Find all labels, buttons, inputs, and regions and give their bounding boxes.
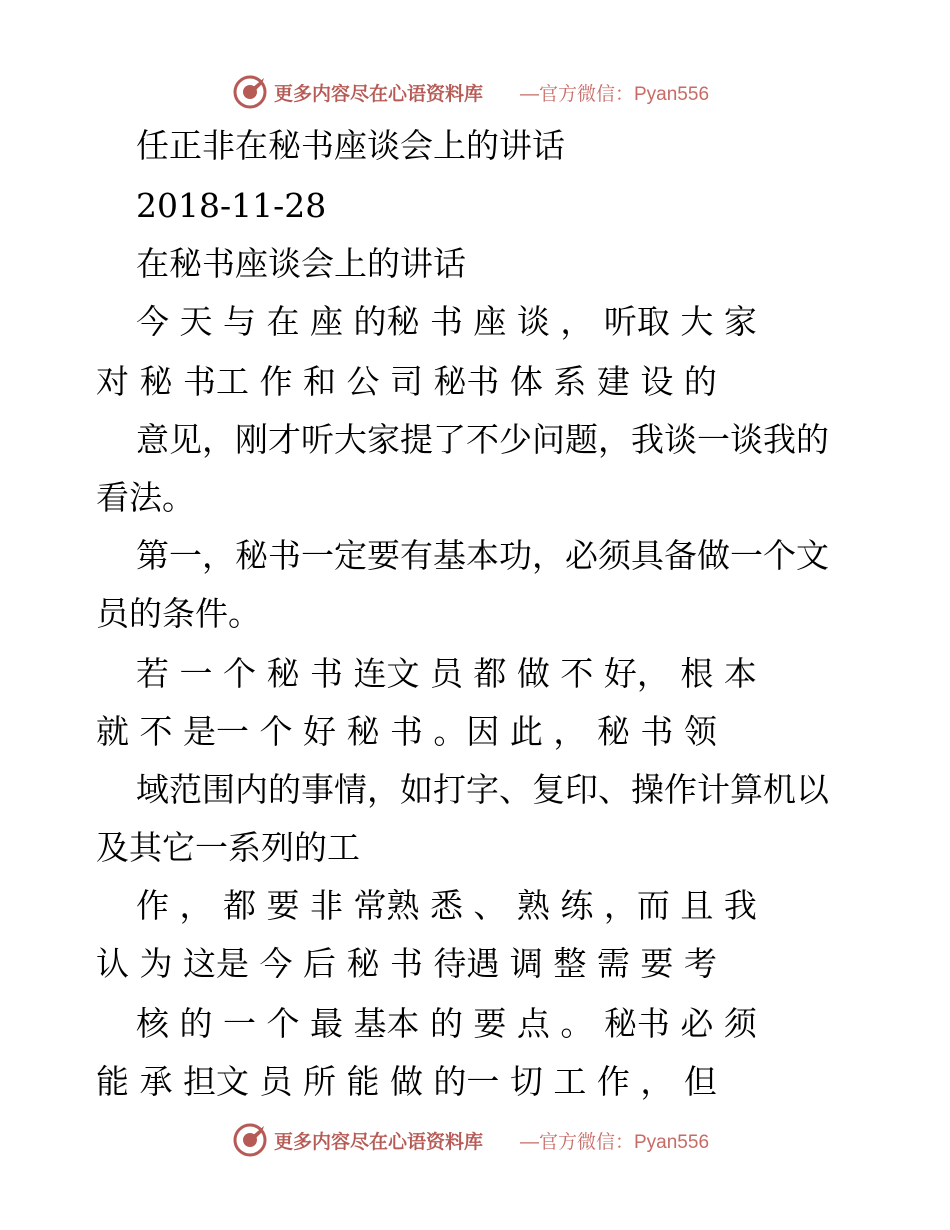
- footer-banner: [232, 1120, 752, 1160]
- body-line: 今 天 与 在 座 的秘 书 座 谈 ， 听取 大 家: [136, 302, 757, 341]
- document-subtitle: 在秘书座谈会上的讲话: [136, 244, 466, 283]
- banner-wechat-text: —官方微信：Pyan556: [520, 1132, 710, 1153]
- body-line: 能 承 担文 员 所 能 做 的一 切 工 作 ， 但: [96, 1062, 717, 1101]
- header-banner: [232, 72, 752, 112]
- body-line: 认 为 这是 今 后 秘 书 待遇 调 整 需 要 考: [96, 944, 717, 983]
- body-line: 作 ， 都 要 非 常熟 悉 、 熟 练 ，而 且 我: [136, 886, 757, 925]
- document-date: 2018-11-28: [136, 186, 327, 225]
- banner-wechat-text: —官方微信：Pyan556: [520, 84, 710, 105]
- banner-site-text: 更多内容尽在心语资料库: [274, 1131, 484, 1153]
- document-title: 任正非在秘书座谈会上的讲话: [136, 126, 565, 165]
- brand-logo-icon: [232, 1122, 268, 1158]
- body-line: 意见，刚才听大家提了不少问题，我谈一谈我的: [136, 420, 829, 459]
- body-line: 域范围内的事情，如打字、复印、操作计算机以: [136, 770, 829, 809]
- banner-site-text: 更多内容尽在心语资料库: [274, 83, 484, 105]
- body-line: 员的条件。: [96, 594, 261, 633]
- body-line: 核 的 一 个 最 基本 的 要 点 。 秘书 必 须: [136, 1004, 757, 1043]
- body-line: 看法。: [96, 478, 195, 517]
- body-line: 若 一 个 秘 书 连文 员 都 做 不 好， 根 本: [136, 654, 757, 693]
- body-line: 就 不 是一 个 好 秘 书 。因 此 ， 秘 书 领: [96, 712, 717, 751]
- body-line: 对 秘 书工 作 和 公 司 秘书 体 系 建 设 的: [96, 362, 717, 401]
- brand-logo-icon: [232, 74, 268, 110]
- body-line: 第一，秘书一定要有基本功，必须具备做一个文: [136, 536, 829, 575]
- body-line: 及其它一系列的工: [96, 828, 360, 867]
